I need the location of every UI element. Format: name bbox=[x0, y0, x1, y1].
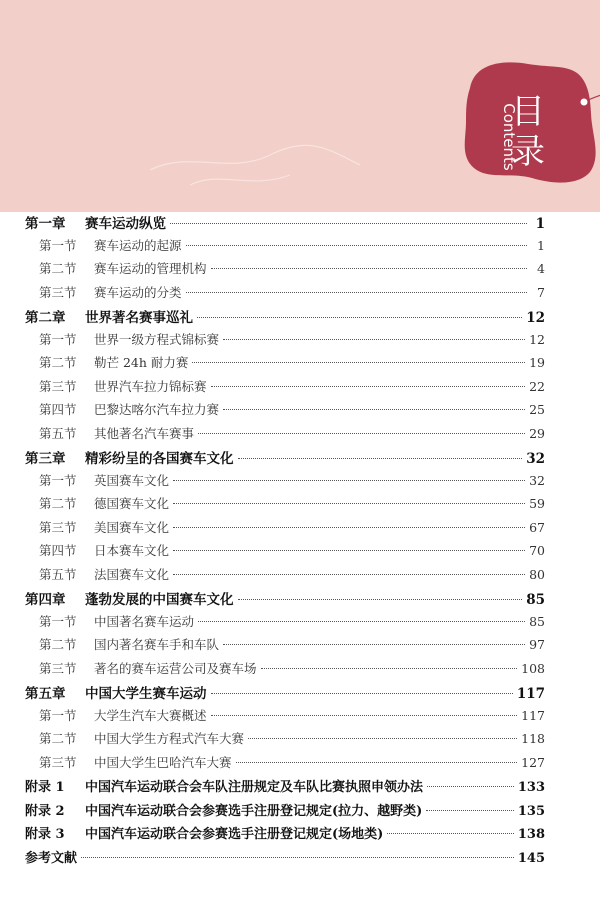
toc-entry-label: 第三节 bbox=[39, 519, 77, 535]
toc-entry-label: 第一节 bbox=[39, 331, 77, 347]
toc-entry-label: 第二节 bbox=[39, 637, 77, 652]
toc-entry-label: 第三章 bbox=[25, 451, 66, 467]
toc-entry-appendix[interactable] bbox=[25, 776, 545, 800]
toc-entry-chapter[interactable] bbox=[25, 682, 545, 706]
toc-entry-label: 第四节 bbox=[39, 402, 77, 417]
dot-leader bbox=[236, 762, 518, 763]
toc-entry-section[interactable] bbox=[25, 518, 545, 542]
dot-leader bbox=[197, 317, 522, 318]
toc-entry-page: 4 bbox=[537, 261, 545, 276]
toc-entry-page: 70 bbox=[529, 543, 545, 558]
toc-entry-title: 勒芒 24h 耐力赛 bbox=[94, 355, 189, 370]
dot-leader bbox=[211, 715, 518, 716]
toc-entry-label: 第五章 bbox=[25, 686, 66, 702]
toc-entry-label: 第二节 bbox=[39, 731, 77, 746]
dot-leader bbox=[173, 550, 525, 551]
toc-entry-page: 7 bbox=[537, 284, 545, 300]
toc-entry-section[interactable] bbox=[25, 635, 545, 659]
toc-entry-page: 117 bbox=[521, 707, 545, 723]
dot-leader bbox=[387, 833, 514, 834]
dot-leader bbox=[192, 362, 525, 363]
toc-entry-title: 法国赛车文化 bbox=[94, 566, 170, 582]
toc-entry-label: 附录 1 bbox=[25, 780, 65, 795]
dot-leader bbox=[186, 245, 527, 246]
toc-entry-title: 中国大学生巴哈汽车大赛 bbox=[94, 754, 232, 770]
toc-entry-page: 145 bbox=[517, 850, 545, 866]
toc-entry-title: 世界一级方程式锦标赛 bbox=[94, 331, 220, 347]
toc-entry-section[interactable] bbox=[25, 659, 545, 683]
toc-entry-page: 85 bbox=[526, 592, 545, 608]
dot-leader bbox=[223, 644, 525, 645]
toc-entry-page: 118 bbox=[521, 731, 545, 746]
toc-entry-title: 世界著名赛事巡礼 bbox=[85, 310, 193, 326]
dot-leader bbox=[261, 668, 518, 669]
toc-entry-section[interactable] bbox=[25, 541, 545, 565]
toc-entry-label: 第二节 bbox=[39, 496, 77, 511]
dot-leader bbox=[173, 480, 525, 481]
toc-entry-section[interactable] bbox=[25, 729, 545, 753]
dot-leader bbox=[211, 693, 513, 694]
toc-entry-title: 英国赛车文化 bbox=[94, 472, 170, 488]
toc-entry-title: 赛车运动纵览 bbox=[85, 216, 166, 232]
toc-entry-section[interactable] bbox=[25, 494, 545, 518]
toc-entry-page: 127 bbox=[521, 754, 545, 770]
dot-leader bbox=[186, 292, 527, 293]
toc-entry-label: 第三节 bbox=[39, 754, 77, 770]
toc-entry-page: 108 bbox=[521, 660, 545, 676]
toc-entry-label: 第三节 bbox=[39, 660, 77, 676]
toc-entry-title: 中国大学生赛车运动 bbox=[85, 686, 207, 702]
dot-leader bbox=[223, 409, 525, 410]
toc-entry-appendix[interactable] bbox=[25, 800, 545, 824]
toc-entry-page: 12 bbox=[529, 331, 545, 347]
toc-entry-label: 第三节 bbox=[39, 378, 77, 394]
dot-leader bbox=[173, 503, 525, 504]
toc-entry-title: 国内著名赛车手和车队 bbox=[94, 637, 220, 652]
dot-leader bbox=[211, 386, 526, 387]
toc-entry-page: 59 bbox=[529, 496, 545, 511]
dot-leader bbox=[248, 738, 517, 739]
toc-entry-title: 巴黎达喀尔汽车拉力赛 bbox=[94, 402, 220, 417]
toc-entry-section[interactable] bbox=[25, 353, 545, 377]
toc-entry-chapter[interactable] bbox=[25, 447, 545, 471]
toc-entry-label: 第二节 bbox=[39, 355, 77, 370]
toc-entry-section[interactable] bbox=[25, 377, 545, 401]
toc-entry-label: 第四节 bbox=[39, 543, 77, 558]
toc-entry-page: 12 bbox=[526, 310, 545, 326]
toc-entry-chapter[interactable] bbox=[25, 588, 545, 612]
toc-entry-section[interactable] bbox=[25, 424, 545, 448]
toc-entry-title: 著名的赛车运营公司及赛车场 bbox=[94, 660, 257, 676]
toc-entry-page: 1 bbox=[537, 237, 545, 253]
toc-entry-page: 32 bbox=[529, 472, 545, 488]
toc-entry-label: 第一节 bbox=[39, 472, 77, 488]
toc-entry-label: 附录 2 bbox=[25, 803, 65, 819]
toc-entry-label: 第五节 bbox=[39, 425, 77, 441]
toc-entry-page: 19 bbox=[529, 355, 545, 370]
toc-entry-label: 第二节 bbox=[39, 261, 77, 276]
dot-leader bbox=[198, 621, 525, 622]
toc-entry-section[interactable] bbox=[25, 565, 545, 589]
toc-entry-page: 133 bbox=[517, 780, 545, 795]
dot-leader bbox=[238, 458, 523, 459]
toc-entry-label: 第三节 bbox=[39, 284, 77, 300]
toc-entry-title: 其他著名汽车赛事 bbox=[94, 425, 195, 441]
toc-entry-section[interactable] bbox=[25, 400, 545, 424]
dot-leader bbox=[427, 786, 514, 787]
toc-entry-title: 中国汽车运动联合会参赛选手注册登记规定(拉力、越野类) bbox=[85, 803, 423, 819]
page-title: 目录 bbox=[511, 92, 545, 172]
toc-entry-title: 世界汽车拉力锦标赛 bbox=[94, 378, 207, 394]
toc-entry-title: 赛车运动的分类 bbox=[94, 284, 182, 300]
toc-entry-label: 第一节 bbox=[39, 237, 77, 253]
toc-entry-label: 第一章 bbox=[25, 216, 66, 232]
table-of-contents bbox=[25, 212, 545, 870]
toc-entry-label: 第一节 bbox=[39, 707, 77, 723]
toc-entry-title: 美国赛车文化 bbox=[94, 519, 170, 535]
dot-leader bbox=[173, 574, 525, 575]
dot-leader bbox=[81, 857, 514, 858]
toc-entry-chapter[interactable] bbox=[25, 306, 545, 330]
toc-entry-title: 赛车运动的起源 bbox=[94, 237, 182, 253]
toc-entry-title: 中国大学生方程式汽车大赛 bbox=[94, 731, 245, 746]
toc-entry-page: 32 bbox=[526, 451, 545, 467]
dot-leader bbox=[426, 810, 514, 811]
dot-leader bbox=[170, 223, 527, 224]
toc-entry-label: 第五节 bbox=[39, 566, 77, 582]
toc-entry-page: 1 bbox=[535, 216, 545, 232]
toc-entry-label: 参考文献 bbox=[25, 850, 78, 866]
toc-entry-title: 精彩纷呈的各国赛车文化 bbox=[85, 451, 234, 467]
toc-entry-page: 138 bbox=[517, 827, 545, 842]
toc-entry-section[interactable] bbox=[25, 612, 545, 636]
toc-entry-page: 67 bbox=[529, 519, 545, 535]
toc-entry-title: 德国赛车文化 bbox=[94, 496, 170, 511]
toc-entry-page: 29 bbox=[529, 425, 545, 441]
toc-entry-title: 中国著名赛车运动 bbox=[94, 613, 195, 629]
toc-entry-section[interactable] bbox=[25, 471, 545, 495]
toc-entry-label: 第一节 bbox=[39, 613, 77, 629]
toc-entry-title: 中国汽车运动联合会参赛选手注册登记规定(场地类) bbox=[85, 827, 384, 842]
toc-entry-ref[interactable] bbox=[25, 847, 545, 871]
dot-leader bbox=[238, 599, 523, 600]
toc-entry-title: 赛车运动的管理机构 bbox=[94, 261, 207, 276]
toc-entry-label: 第二章 bbox=[25, 310, 66, 326]
toc-entry-section[interactable] bbox=[25, 706, 545, 730]
toc-entry-page: 85 bbox=[529, 613, 545, 629]
toc-entry-section[interactable] bbox=[25, 236, 545, 260]
toc-entry-page: 25 bbox=[529, 402, 545, 417]
toc-entry-label: 第四章 bbox=[25, 592, 66, 608]
toc-entry-page: 80 bbox=[529, 566, 545, 582]
toc-entry-title: 日本赛车文化 bbox=[94, 543, 170, 558]
toc-entry-page: 22 bbox=[529, 378, 545, 394]
toc-entry-section[interactable] bbox=[25, 330, 545, 354]
toc-entry-section[interactable] bbox=[25, 259, 545, 283]
toc-entry-title: 大学生汽车大赛概述 bbox=[94, 707, 207, 723]
toc-entry-page: 97 bbox=[529, 637, 545, 652]
dot-leader bbox=[223, 339, 525, 340]
toc-entry-page: 117 bbox=[516, 686, 545, 702]
page-subtitle: Contents bbox=[500, 103, 518, 171]
toc-entry-page: 135 bbox=[517, 803, 545, 819]
toc-entry-section[interactable] bbox=[25, 283, 545, 307]
dot-leader bbox=[211, 268, 527, 269]
toc-entry-title: 蓬勃发展的中国赛车文化 bbox=[85, 592, 234, 608]
toc-entry-label: 附录 3 bbox=[25, 827, 65, 842]
dot-leader bbox=[198, 433, 525, 434]
toc-entry-appendix[interactable] bbox=[25, 823, 545, 847]
toc-entry-title: 中国汽车运动联合会车队注册规定及车队比赛执照申领办法 bbox=[85, 780, 424, 795]
toc-entry-chapter[interactable] bbox=[25, 212, 545, 236]
toc-entry-section[interactable] bbox=[25, 753, 545, 777]
dot-leader bbox=[173, 527, 525, 528]
